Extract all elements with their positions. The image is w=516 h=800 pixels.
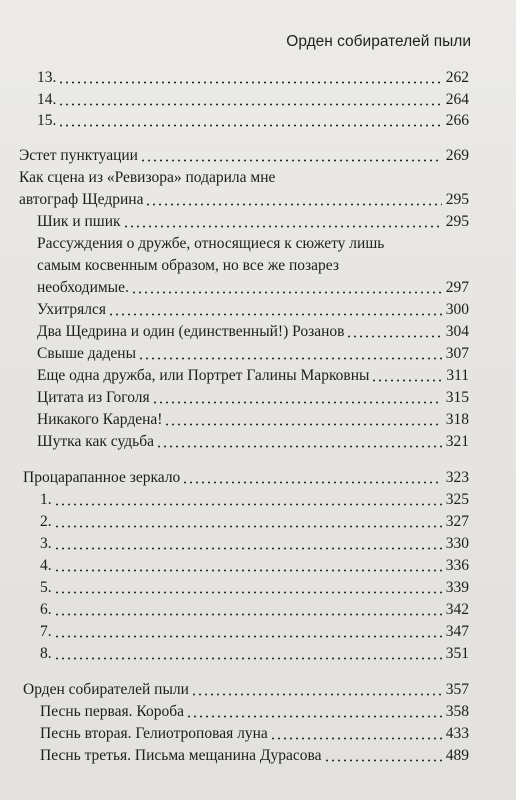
dot-leader (58, 124, 441, 127)
toc-entry-shutka (37, 431, 469, 453)
toc-page-number: 347 (445, 623, 469, 640)
toc-page-number: 307 (445, 345, 469, 362)
dot-leader (145, 203, 441, 206)
toc-title: Ухитрялся (37, 301, 107, 318)
dot-leader (54, 613, 442, 616)
toc-page-number: 489 (445, 747, 469, 764)
toc-entry-14 (37, 89, 469, 111)
dot-leader (54, 547, 442, 550)
toc-title: автограф Щедрина (19, 191, 144, 208)
toc-page-number: 297 (445, 279, 469, 296)
toc-title-line: самым косвенным образом, но все же позарез (37, 257, 339, 274)
toc-entry-5 (40, 577, 469, 599)
toc-page-number: 342 (445, 601, 469, 618)
toc-entry-2 (40, 511, 469, 533)
toc-page-number: 330 (445, 535, 469, 552)
toc-entry-dva-shchedrina (37, 321, 469, 343)
dot-leader (371, 379, 442, 382)
toc-page-number: 433 (445, 725, 469, 742)
toc-entry-karden (37, 409, 469, 431)
toc-page-number: 351 (445, 645, 469, 662)
toc-page-number: 311 (446, 367, 469, 384)
toc-entry-15 (37, 110, 469, 132)
toc-entry-zerkalo (23, 467, 469, 489)
toc-title: Песнь третья. Письма мещанина Дурасова (40, 747, 322, 764)
dot-leader (54, 569, 442, 572)
toc-page-number: 358 (445, 703, 469, 720)
toc-title: Песнь первая. Короба (40, 703, 184, 720)
toc-title: Шик и пшик (37, 213, 121, 230)
toc-entry-revizor (19, 189, 469, 211)
toc-page-number: 304 (445, 323, 469, 340)
toc-title: 3. (40, 535, 52, 552)
toc-entry-pesn-2 (40, 723, 469, 745)
toc-page-number: 269 (445, 147, 469, 164)
dot-leader (123, 225, 442, 228)
toc-entry-pesn-3 (40, 745, 469, 767)
toc-title: Еще одна дружба, или Портрет Галины Марковны (37, 367, 370, 384)
dot-leader (346, 335, 441, 338)
toc-title: Шутка как судьба (37, 433, 154, 450)
toc-page-number: 327 (445, 513, 469, 530)
toc-title: Цитата из Гоголя (37, 389, 150, 406)
dot-leader (54, 591, 442, 594)
toc-entry-uhitryalsya (37, 299, 469, 321)
toc-title: Свыше дадены (37, 345, 137, 362)
toc-entry-svyshe (37, 343, 469, 365)
toc-entry-13 (37, 67, 469, 89)
toc-page-number: 266 (445, 112, 469, 129)
toc-title: Песнь вторая. Гелиотроповая луна (40, 725, 268, 742)
toc-title: 5. (40, 579, 52, 596)
toc-entry-estet (19, 145, 469, 167)
dot-leader (191, 693, 442, 696)
toc-title: Два Щедрина и один (единственный!) Розанов (37, 323, 345, 340)
dot-leader (54, 525, 442, 528)
toc-title: 15. (37, 112, 57, 129)
toc-page-number: 323 (445, 469, 469, 486)
toc-entry-portret (37, 365, 469, 387)
dot-leader (270, 737, 442, 740)
toc-page-number: 262 (445, 69, 469, 86)
toc-page-number: 336 (445, 557, 469, 574)
toc-page-number: 295 (445, 213, 469, 230)
toc-title: 1. (40, 491, 52, 508)
toc-title: Процарапанное зеркало (23, 469, 181, 486)
dot-leader (164, 423, 441, 426)
running-header: Орден собирателей пыли (286, 33, 471, 50)
dot-leader (156, 445, 442, 448)
toc-page-number: 318 (445, 411, 469, 428)
dot-leader (324, 759, 442, 762)
toc-page-number: 321 (445, 433, 469, 450)
toc-title: Орден собирателей пыли (23, 681, 189, 698)
toc-page-number: 325 (445, 491, 469, 508)
dot-leader (138, 357, 442, 360)
dot-leader (182, 481, 441, 484)
dot-leader (58, 81, 441, 84)
toc-title: 4. (40, 557, 52, 574)
toc-title-line: Рассуждения о дружбе, относящиеся к сюжету лишь (37, 235, 385, 252)
dot-leader (58, 103, 441, 106)
toc-title: 2. (40, 513, 52, 530)
toc-title: 6. (40, 601, 52, 618)
toc-title: необходимые. (37, 279, 129, 296)
toc-page-number: 315 (445, 389, 469, 406)
toc-entry-pesn-1 (40, 701, 469, 723)
toc-page-number: 339 (445, 579, 469, 596)
dot-leader (54, 657, 442, 660)
dot-leader (54, 635, 442, 638)
toc-title: 8. (40, 645, 52, 662)
toc-title: Никакого Кардена! (37, 411, 163, 428)
toc-entry-shik (37, 211, 469, 233)
toc-title: 7. (40, 623, 52, 640)
toc-page-number: 264 (445, 91, 469, 108)
toc-entry-4 (40, 555, 469, 577)
dot-leader (108, 313, 442, 316)
toc-entry-tsitata (37, 387, 469, 409)
dot-leader (131, 291, 442, 294)
toc-title: Эстет пунктуации (19, 147, 138, 164)
toc-entry-rassuzhdeniya (37, 277, 469, 299)
toc-entry-orden (23, 679, 469, 701)
toc-title-line: Как сцена из «Ревизора» подарила мне (19, 169, 276, 186)
toc-entry-6 (40, 599, 469, 621)
dot-leader (186, 715, 442, 718)
toc-page-number: 295 (445, 191, 469, 208)
dot-leader (140, 159, 442, 162)
dot-leader (152, 401, 442, 404)
toc-title: 13. (37, 69, 57, 86)
toc-entry-8 (40, 643, 469, 665)
toc-page-number: 300 (445, 301, 469, 318)
toc-entry-3 (40, 533, 469, 555)
toc-entry-1 (40, 489, 469, 511)
dot-leader (54, 503, 442, 506)
toc-entry-7 (40, 621, 469, 643)
toc-page-number: 357 (445, 681, 469, 698)
toc-title: 14. (37, 91, 57, 108)
